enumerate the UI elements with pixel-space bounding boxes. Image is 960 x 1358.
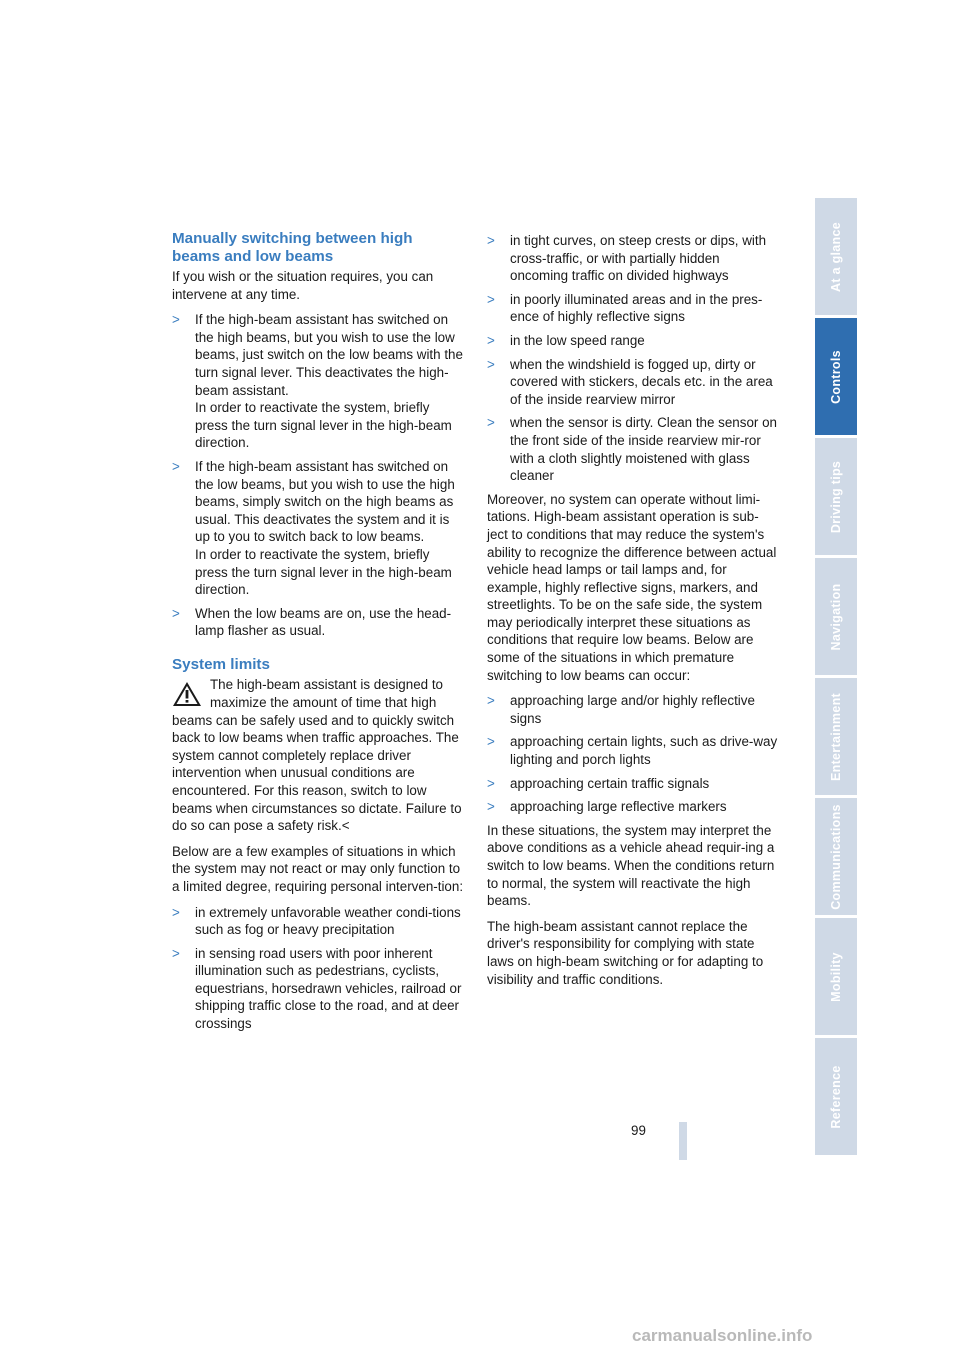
responsibility-paragraph: The high-beam assistant cannot replace the driver's responsibility for complying with state laws on high-beam switching or for adapting to visibility and traffic conditions. xyxy=(487,918,764,987)
list-item xyxy=(487,798,779,816)
bullet-marker: > xyxy=(487,775,495,791)
list-item xyxy=(172,605,464,640)
tab-label: Entertainment xyxy=(829,692,843,781)
bullet-marker: > xyxy=(172,605,180,621)
chapter-tabs xyxy=(815,198,857,1158)
tab-label: Driving tips xyxy=(829,460,843,533)
bullet-marker: > xyxy=(172,904,180,920)
list-item-text: when the windshield is fogged up, dirty or covered with stickers, decals etc. in the area of the inside rearview mirror xyxy=(510,356,773,407)
tab-label: Reference xyxy=(829,1064,843,1129)
bullet-marker: > xyxy=(172,458,180,474)
list-item xyxy=(487,414,779,484)
bullet-marker: > xyxy=(487,233,495,248)
tab-communications[interactable] xyxy=(815,798,857,915)
tab-entertainment[interactable] xyxy=(815,678,857,795)
bullet-marker: > xyxy=(172,945,180,961)
list-item-text: In order to reactivate the system, briefly press the turn signal lever in the high-beam direction. xyxy=(195,400,452,451)
heading-system-limits: System limits xyxy=(172,655,270,673)
list-item-text: approaching large reflective markers xyxy=(510,799,727,815)
limitations-paragraph: Moreover, no system can operate without limi-tations. High-beam assistant operation is sub-ject to conditions that may reduce the system's ability to recognize the difference between actual vehicle head lamps or tail lamps and, for example, highly reflective signs, markers, and streetlights. To be on the safe side, the system may periodically interpret these situations as conditions that require low beams. Below are some of the situations in which premature switching to low beams can occur: xyxy=(487,491,777,683)
tab-reference[interactable] xyxy=(815,1038,857,1155)
list-item xyxy=(172,904,464,939)
tab-label: At a glance xyxy=(829,221,843,292)
list-item-text: in poorly illuminated areas and in the pres-ence of highly reflective signs xyxy=(510,291,763,325)
bullet-marker: > xyxy=(487,799,495,815)
warning-triangle-icon xyxy=(172,681,202,707)
examples-paragraph: Below are a few examples of situations in which the system may not react or may only function to a limited degree, requiring personal interven-tion: xyxy=(172,843,464,894)
list-item xyxy=(487,356,779,409)
bullet-marker: > xyxy=(487,693,495,709)
right-column xyxy=(487,232,779,996)
list-item-text: in the low speed range xyxy=(510,332,645,348)
conditions-paragraph: In these situations, the system may interpret the above conditions as a vehicle ahead requir-ing a switch to low beams. When the conditions return to normal, the system will reactivate the high beams. xyxy=(487,822,775,909)
list-item-text: in sensing road users with poor inherent illumination such as pedestrians, cyclists, equestrians, horsedrawn vehicles, railroad or shipping traffic close to the road, and at deer crossings xyxy=(195,945,462,1032)
list-item-text: approaching certain lights, such as drive-way lighting and porch lights xyxy=(510,734,778,768)
list-item-text: If the high-beam assistant has switched on the high beams, but you wish to use the low beams, just switch on the low beams with the turn signal lever. This deactivates the high-beam assistant. xyxy=(195,312,463,398)
tab-label: Mobility xyxy=(829,951,843,1002)
list-item-text: When the low beams are on, use the head-lamp flasher as usual. xyxy=(195,605,452,639)
list-item-text: If the high-beam assistant has switched on the low beams, but you wish to use the high beams, simply switch on the high beams as usual. This deactivates the system and it is up to you to switch back to low beams. xyxy=(195,458,455,545)
warning-block xyxy=(172,676,464,834)
tab-navigation[interactable] xyxy=(815,558,857,675)
left-column xyxy=(172,230,464,1039)
list-item-text: approaching certain traffic signals xyxy=(510,775,710,791)
watermark: carmanualsonline.info xyxy=(632,1326,813,1345)
page-number-bar xyxy=(679,1122,687,1160)
page-number: 99 xyxy=(631,1123,646,1138)
list-item-text: in extremely unfavorable weather condi-tions such as fog or heavy precipitation xyxy=(195,904,461,938)
tab-mobility[interactable] xyxy=(815,918,857,1035)
list-item xyxy=(487,232,779,285)
bullet-marker: > xyxy=(487,291,495,307)
list-item xyxy=(172,458,464,599)
list-item xyxy=(487,332,779,350)
tab-at-a-glance[interactable] xyxy=(815,198,857,315)
list-item xyxy=(172,945,464,1033)
bullet-marker: > xyxy=(487,356,495,372)
list-item xyxy=(487,775,779,793)
tab-controls[interactable] xyxy=(815,318,857,435)
tab-label: Controls xyxy=(829,349,843,404)
list-item xyxy=(487,291,779,326)
tab-label: Navigation xyxy=(829,583,843,650)
heading-manual-switching: Manually switching between high beams and low beams xyxy=(172,230,413,265)
tab-label: Communications xyxy=(829,803,843,910)
list-item-text: when the sensor is dirty. Clean the sensor on the front side of the inside rearview mir-ror with a cloth slightly moistened with glass cleaner xyxy=(510,415,777,484)
bullet-marker: > xyxy=(487,734,495,750)
list-item xyxy=(487,733,779,768)
list-item-text: in tight curves, on steep crests or dips, with cross-traffic, or with partially hidden oncoming traffic on divided highways xyxy=(510,233,767,284)
bullet-marker: > xyxy=(487,415,495,431)
tab-driving-tips[interactable] xyxy=(815,438,857,555)
bullet-marker: > xyxy=(172,312,180,328)
end-mark: < xyxy=(341,818,350,834)
bullet-marker: > xyxy=(487,332,495,348)
list-item xyxy=(487,692,779,727)
list-item-text: approaching large and/or highly reflective signs xyxy=(510,693,755,726)
warning-text: The high-beam assistant is designed to maximize the amount of time that high beams can be safely used and to quickly switch back to low beams when traffic approaches. The system cannot completely replace driver intervention when unusual conditions are encountered. For this reason, switch to low beams when circumstances so dictate. Failure to do so can pose a safety risk. xyxy=(172,677,462,834)
list-item xyxy=(172,311,464,452)
list-item-text: In order to reactivate the system, briefly press the turn signal lever in the high-beam direction. xyxy=(195,546,452,598)
intro-paragraph: If you wish or the situation requires, you can intervene at any time. xyxy=(172,269,434,302)
